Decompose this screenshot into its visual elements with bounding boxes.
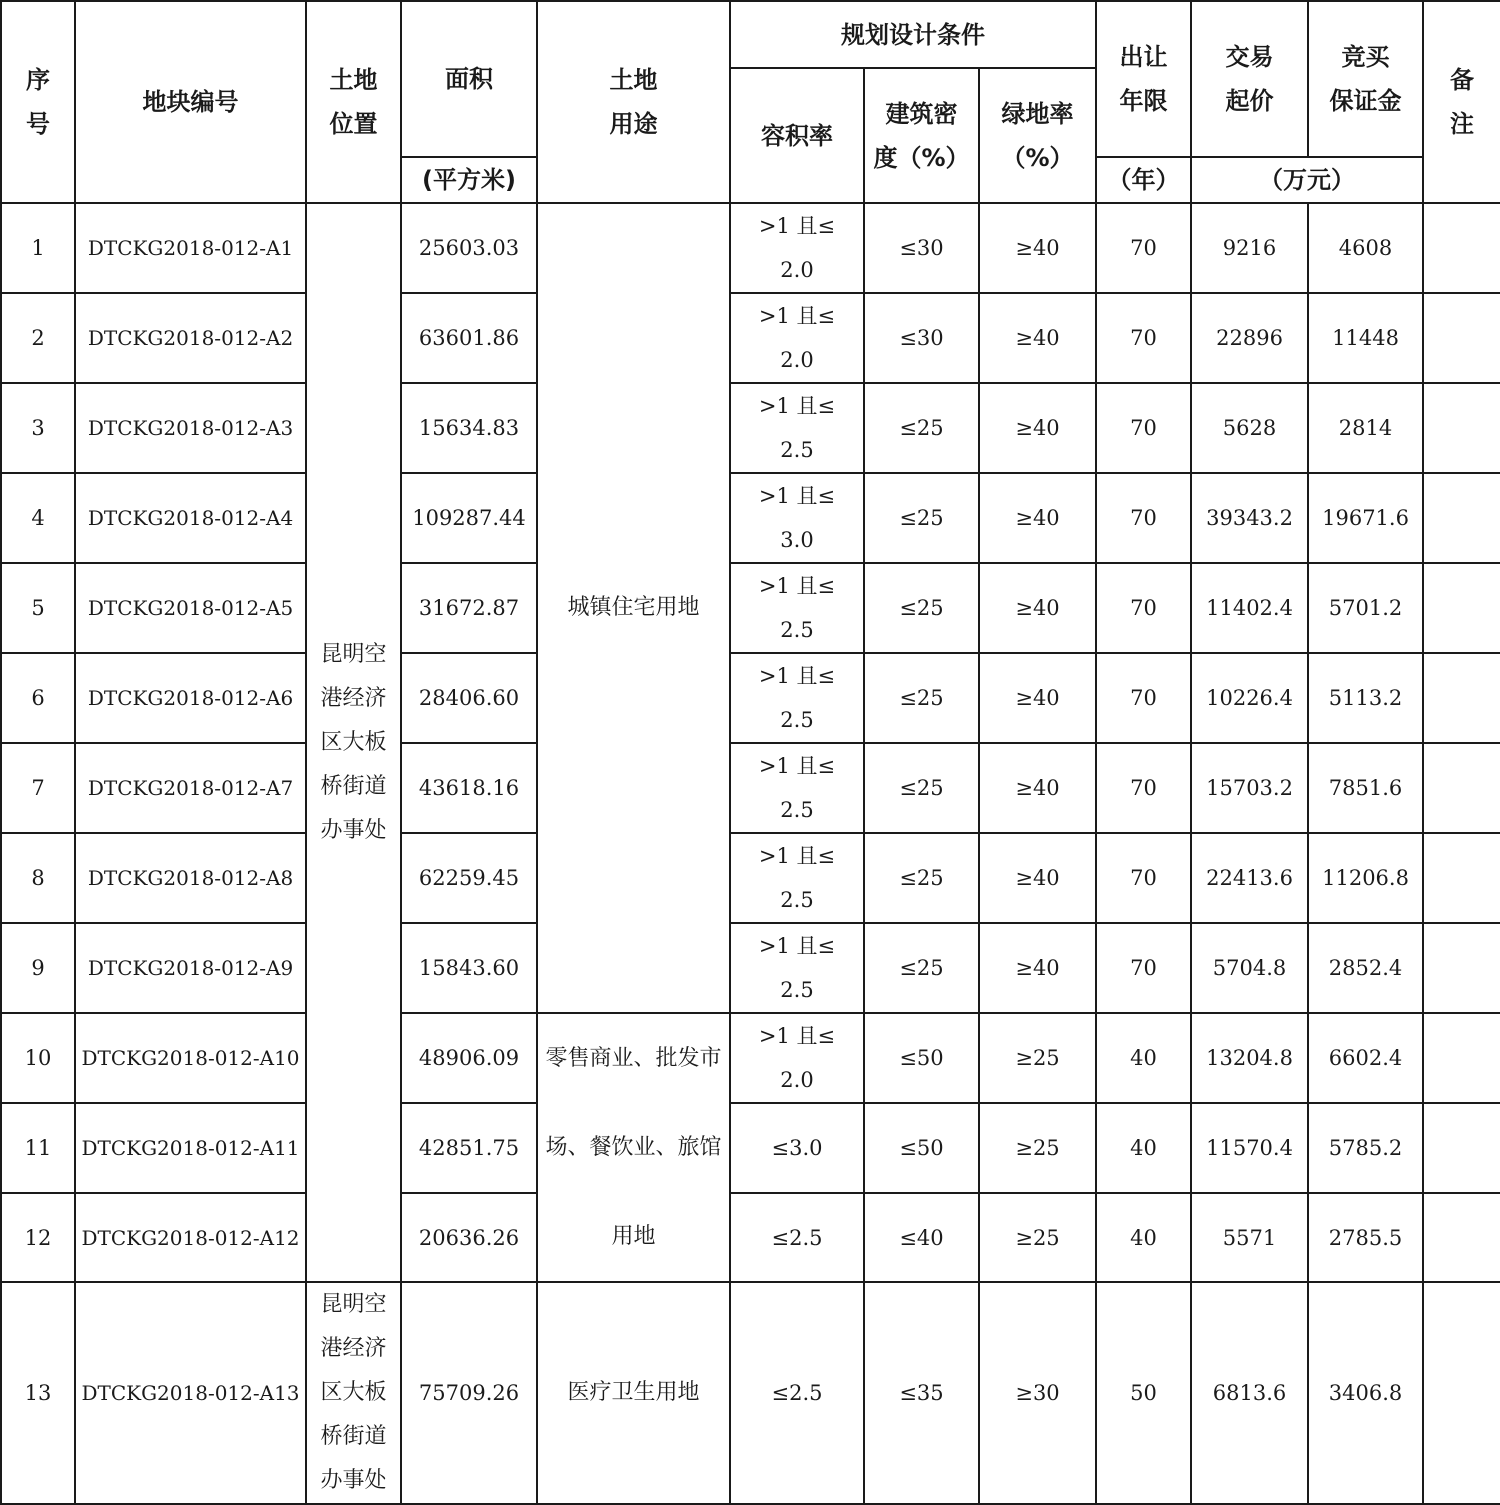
cell-price: 5628	[1191, 383, 1308, 473]
cell-location-13: 昆明空 港经济 区大板 桥街道 办事处	[306, 1282, 401, 1504]
cell-seq: 1	[1, 203, 75, 293]
cell-seq: 9	[1, 923, 75, 1013]
cell-remark	[1423, 563, 1500, 653]
header-density: 建筑密 度（%）	[864, 68, 979, 203]
table-row	[1, 833, 1500, 923]
cell-price: 5704.8	[1191, 923, 1308, 1013]
cell-term: 70	[1096, 473, 1191, 563]
cell-code: DTCKG2018-012-A3	[75, 383, 306, 473]
cell-term: 70	[1096, 743, 1191, 833]
cell-remark	[1423, 1103, 1500, 1193]
cell-area: 31672.87	[401, 563, 537, 653]
cell-area: 15843.60	[401, 923, 537, 1013]
cell-area: 63601.86	[401, 293, 537, 383]
table-row	[1, 1013, 1500, 1103]
cell-term: 70	[1096, 923, 1191, 1013]
cell-seq: 8	[1, 833, 75, 923]
cell-area: 15634.83	[401, 383, 537, 473]
table-row	[1, 1282, 1500, 1504]
cell-density: ≤50	[864, 1103, 979, 1193]
cell-green: ≥40	[979, 293, 1096, 383]
cell-deposit: 19671.6	[1308, 473, 1423, 563]
cell-term: 70	[1096, 653, 1191, 743]
cell-far: ≤2.5	[730, 1193, 864, 1282]
cell-use-medical: 医疗卫生用地	[537, 1282, 730, 1504]
cell-deposit: 2852.4	[1308, 923, 1423, 1013]
cell-area: 28406.60	[401, 653, 537, 743]
cell-seq: 5	[1, 563, 75, 653]
cell-far: ≤3.0	[730, 1103, 864, 1193]
cell-code: DTCKG2018-012-A12	[75, 1193, 306, 1282]
cell-density: ≤25	[864, 563, 979, 653]
cell-far: >1 且≤ 2.0	[730, 203, 864, 293]
cell-seq: 13	[1, 1282, 75, 1504]
table-row	[1, 1193, 1500, 1282]
cell-remark	[1423, 203, 1500, 293]
cell-deposit: 5785.2	[1308, 1103, 1423, 1193]
cell-far: >1 且≤ 2.0	[730, 293, 864, 383]
header-area: 面积	[401, 1, 537, 157]
cell-term: 40	[1096, 1103, 1191, 1193]
header-code: 地块编号	[75, 1, 306, 203]
cell-far: >1 且≤ 2.5	[730, 383, 864, 473]
cell-green: ≥25	[979, 1193, 1096, 1282]
cell-density: ≤30	[864, 203, 979, 293]
header-remark: 备 注	[1423, 1, 1500, 203]
cell-code: DTCKG2018-012-A9	[75, 923, 306, 1013]
table-row	[1, 473, 1500, 563]
cell-remark	[1423, 743, 1500, 833]
cell-term: 70	[1096, 383, 1191, 473]
table-row	[1, 293, 1500, 383]
cell-deposit: 11206.8	[1308, 833, 1423, 923]
header-seq: 序 号	[1, 1, 75, 203]
cell-density: ≤35	[864, 1282, 979, 1504]
cell-green: ≥25	[979, 1103, 1096, 1193]
cell-seq: 11	[1, 1103, 75, 1193]
cell-deposit: 5701.2	[1308, 563, 1423, 653]
cell-density: ≤40	[864, 1193, 979, 1282]
cell-seq: 6	[1, 653, 75, 743]
cell-area: 109287.44	[401, 473, 537, 563]
cell-code: DTCKG2018-012-A6	[75, 653, 306, 743]
table-row	[1, 563, 1500, 653]
cell-deposit: 2785.5	[1308, 1193, 1423, 1282]
header-term-unit: （年）	[1096, 157, 1191, 203]
cell-price: 15703.2	[1191, 743, 1308, 833]
cell-remark	[1423, 383, 1500, 473]
header-location: 土地 位置	[306, 1, 401, 203]
cell-far: >1 且≤ 2.5	[730, 653, 864, 743]
cell-area: 62259.45	[401, 833, 537, 923]
cell-green: ≥25	[979, 1013, 1096, 1103]
cell-price: 13204.8	[1191, 1013, 1308, 1103]
cell-code: DTCKG2018-012-A8	[75, 833, 306, 923]
cell-remark	[1423, 833, 1500, 923]
cell-code: DTCKG2018-012-A4	[75, 473, 306, 563]
cell-green: ≥40	[979, 653, 1096, 743]
cell-price: 5571	[1191, 1193, 1308, 1282]
header-green: 绿地率 （%）	[979, 68, 1096, 203]
header-planning: 规划设计条件	[730, 1, 1096, 68]
cell-code: DTCKG2018-012-A11	[75, 1103, 306, 1193]
table-row	[1, 923, 1500, 1013]
cell-code: DTCKG2018-012-A2	[75, 293, 306, 383]
cell-term: 70	[1096, 833, 1191, 923]
cell-code: DTCKG2018-012-A10	[75, 1013, 306, 1103]
table-row	[1, 743, 1500, 833]
cell-use-commercial: 零售商业、批发市 场、餐饮业、旅馆 用地	[537, 1013, 730, 1282]
table-row	[1, 203, 1500, 293]
cell-deposit: 6602.4	[1308, 1013, 1423, 1103]
cell-price: 39343.2	[1191, 473, 1308, 563]
cell-green: ≥40	[979, 833, 1096, 923]
cell-far: >1 且≤ 2.5	[730, 833, 864, 923]
cell-green: ≥40	[979, 473, 1096, 563]
cell-area: 42851.75	[401, 1103, 537, 1193]
cell-seq: 4	[1, 473, 75, 563]
cell-price: 6813.6	[1191, 1282, 1308, 1504]
cell-deposit: 2814	[1308, 383, 1423, 473]
cell-remark	[1423, 653, 1500, 743]
cell-area: 75709.26	[401, 1282, 537, 1504]
cell-seq: 10	[1, 1013, 75, 1103]
cell-area: 48906.09	[401, 1013, 537, 1103]
cell-far: >1 且≤ 2.5	[730, 743, 864, 833]
cell-term: 40	[1096, 1193, 1191, 1282]
cell-density: ≤30	[864, 293, 979, 383]
cell-far: ≤2.5	[730, 1282, 864, 1504]
cell-far: >1 且≤ 2.5	[730, 923, 864, 1013]
cell-density: ≤25	[864, 743, 979, 833]
cell-code: DTCKG2018-012-A13	[75, 1282, 306, 1504]
cell-term: 50	[1096, 1282, 1191, 1504]
cell-far: >1 且≤ 2.5	[730, 563, 864, 653]
cell-use-residential: 城镇住宅用地	[537, 203, 730, 1013]
cell-green: ≥40	[979, 563, 1096, 653]
cell-price: 11570.4	[1191, 1103, 1308, 1193]
cell-term: 70	[1096, 293, 1191, 383]
cell-far: >1 且≤ 3.0	[730, 473, 864, 563]
cell-density: ≤25	[864, 383, 979, 473]
cell-price: 9216	[1191, 203, 1308, 293]
cell-green: ≥40	[979, 743, 1096, 833]
cell-far: >1 且≤ 2.0	[730, 1013, 864, 1103]
cell-term: 70	[1096, 203, 1191, 293]
cell-price: 22896	[1191, 293, 1308, 383]
header-deposit: 竞买 保证金	[1308, 1, 1423, 157]
cell-green: ≥40	[979, 923, 1096, 1013]
cell-seq: 12	[1, 1193, 75, 1282]
cell-location: 昆明空 港经济 区大板 桥街道 办事处	[306, 203, 401, 1282]
cell-seq: 2	[1, 293, 75, 383]
cell-green: ≥30	[979, 1282, 1096, 1504]
cell-remark	[1423, 473, 1500, 563]
cell-green: ≥40	[979, 203, 1096, 293]
cell-deposit: 5113.2	[1308, 653, 1423, 743]
cell-deposit: 11448	[1308, 293, 1423, 383]
cell-deposit: 3406.8	[1308, 1282, 1423, 1504]
cell-density: ≤25	[864, 833, 979, 923]
cell-price: 11402.4	[1191, 563, 1308, 653]
cell-density: ≤25	[864, 653, 979, 743]
cell-seq: 7	[1, 743, 75, 833]
cell-density: ≤25	[864, 473, 979, 563]
cell-term: 70	[1096, 563, 1191, 653]
cell-area: 25603.03	[401, 203, 537, 293]
table-row	[1, 1103, 1500, 1193]
header-far: 容积率	[730, 68, 864, 203]
header-money-unit: （万元）	[1191, 157, 1423, 203]
cell-remark	[1423, 293, 1500, 383]
cell-deposit: 7851.6	[1308, 743, 1423, 833]
cell-density: ≤50	[864, 1013, 979, 1103]
cell-remark	[1423, 1282, 1500, 1504]
cell-remark	[1423, 923, 1500, 1013]
header-term: 出让 年限	[1096, 1, 1191, 157]
cell-deposit: 4608	[1308, 203, 1423, 293]
cell-price: 10226.4	[1191, 653, 1308, 743]
table-row	[1, 653, 1500, 743]
cell-remark	[1423, 1193, 1500, 1282]
cell-term: 40	[1096, 1013, 1191, 1103]
cell-seq: 3	[1, 383, 75, 473]
table-row	[1, 383, 1500, 473]
cell-code: DTCKG2018-012-A7	[75, 743, 306, 833]
cell-code: DTCKG2018-012-A1	[75, 203, 306, 293]
header-use: 土地 用途	[537, 1, 730, 203]
cell-area: 43618.16	[401, 743, 537, 833]
header-area-unit: (平方米)	[401, 157, 537, 203]
cell-area: 20636.26	[401, 1193, 537, 1282]
cell-green: ≥40	[979, 383, 1096, 473]
cell-price: 22413.6	[1191, 833, 1308, 923]
header-price: 交易 起价	[1191, 1, 1308, 157]
cell-density: ≤25	[864, 923, 979, 1013]
cell-remark	[1423, 1013, 1500, 1103]
cell-code: DTCKG2018-012-A5	[75, 563, 306, 653]
